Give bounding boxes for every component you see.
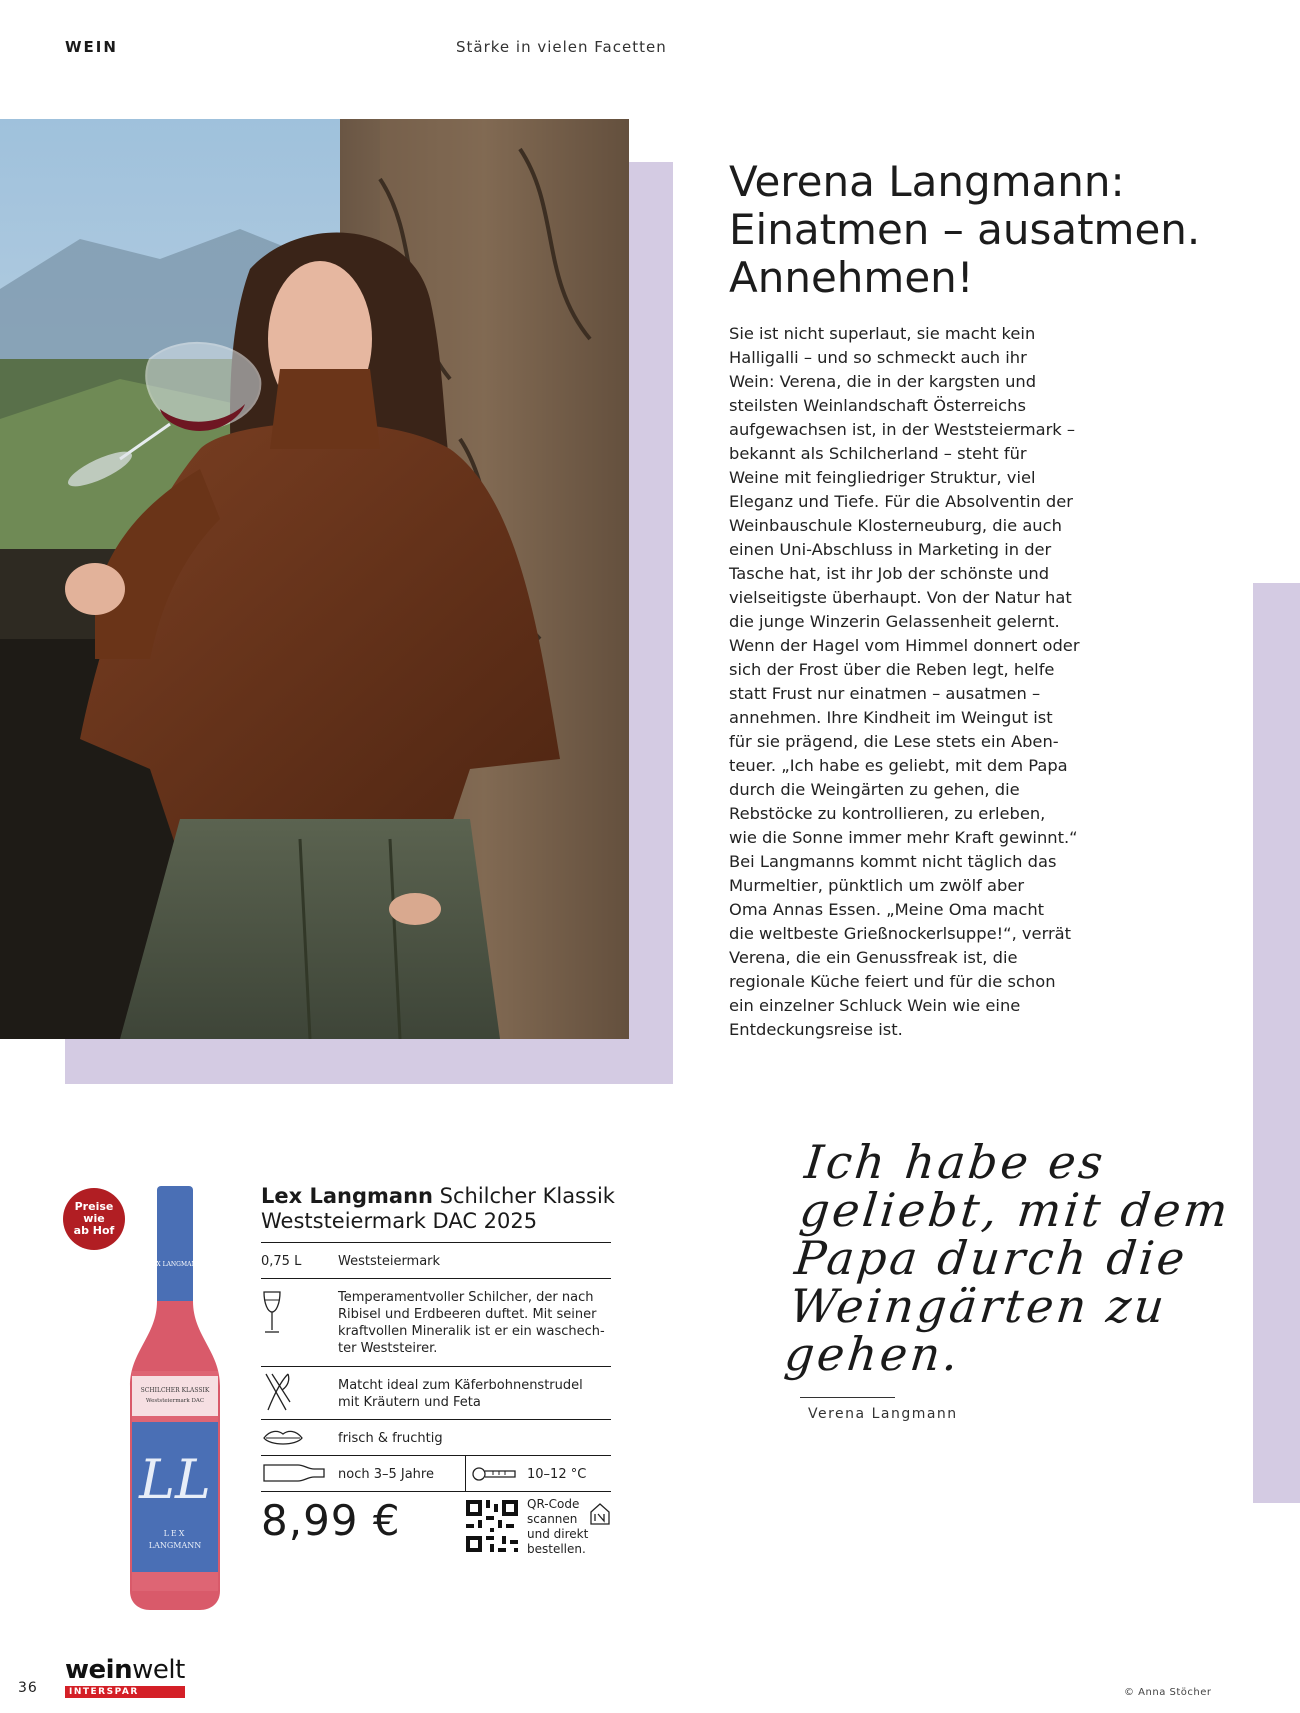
- shop-tag-icon: [589, 1502, 611, 1526]
- headline-line: Einatmen – ausatmen.: [729, 205, 1201, 254]
- bottle-logo: LL: [139, 1448, 211, 1511]
- table-divider: [465, 1455, 466, 1491]
- product-temperature: 10–12 °C: [527, 1467, 587, 1482]
- price-badge: [63, 1188, 125, 1250]
- lips-icon: [262, 1428, 304, 1448]
- qr-line: scannen: [527, 1512, 578, 1526]
- body-line: vielseitigste überhaupt. Von der Natur hat: [729, 588, 1072, 607]
- bottle-label-line: SCHILCHER KLASSIK: [140, 1387, 210, 1394]
- weinwelt-logo: [65, 1656, 185, 1698]
- badge-line: Preise: [74, 1200, 114, 1213]
- interspar-bar: INTERSPAR: [65, 1686, 185, 1698]
- product-producer: Lex Langmann: [261, 1184, 433, 1208]
- product-description: [338, 1289, 613, 1357]
- quote-author: Verena Langmann: [808, 1406, 958, 1422]
- body-line: die weltbeste Grießnockerlsuppe!“, verrät: [729, 924, 1072, 943]
- description-line: kraftvollen Mineralik ist er ein waschech-: [338, 1324, 605, 1339]
- bottle-label-line: LANGMANN: [148, 1541, 202, 1550]
- body-line: durch die Weingärten zu gehen, die: [729, 780, 1020, 799]
- product-name-line2: Weststeiermark DAC 2025: [261, 1209, 538, 1233]
- product-pairing: [338, 1377, 613, 1411]
- body-line: statt Frust nur einatmen – ausatmen –: [729, 684, 1041, 703]
- section-label: WEIN: [65, 38, 118, 56]
- body-line: für sie prägend, die Lese stets ein Aben-: [729, 732, 1059, 751]
- logo-word-rest: welt: [132, 1655, 185, 1685]
- body-line: annehmen. Ihre Kindheit im Weingut ist: [729, 708, 1053, 727]
- table-rule: [261, 1491, 611, 1492]
- body-line: Verena, die ein Genussfreak ist, die: [729, 948, 1018, 967]
- quote-line: Papa durch die: [792, 1231, 1191, 1285]
- page-number: 36: [18, 1680, 38, 1696]
- description-line: Ribisel und Erdbeeren duftet. Mit seiner: [338, 1307, 597, 1322]
- body-line: einen Uni-Abschluss in Marketing in der: [729, 540, 1052, 559]
- badge-line: ab Hof: [73, 1224, 115, 1237]
- portrait-photo: [0, 119, 629, 1039]
- body-line: Bei Langmanns kommt nicht täglich das: [729, 852, 1057, 871]
- article-headline: [729, 158, 1249, 302]
- section-subtitle: Stärke in vielen Facetten: [456, 38, 667, 56]
- body-line: sich der Frost über die Reben legt, helfe: [729, 660, 1055, 679]
- photo-credit: © Anna Stöcher: [1124, 1687, 1212, 1698]
- body-line: Halligalli – und so schmeckt auch ihr: [729, 348, 1027, 367]
- product-taste: frisch & fruchtig: [338, 1431, 443, 1446]
- body-line: Oma Annas Essen. „Meine Oma macht: [729, 900, 1045, 919]
- body-line: Rebstöcke zu kontrollieren, zu erleben,: [729, 804, 1046, 823]
- body-line: Weinbauschule Klosterneuburg, die auch: [729, 516, 1062, 535]
- body-line: Tasche hat, ist ihr Job der schönste und: [729, 564, 1050, 583]
- body-line: Eleganz und Tiefe. Für die Absolventin der: [729, 492, 1073, 511]
- badge-line: wie: [83, 1212, 105, 1225]
- description-line: Temperamentvoller Schilcher, der nach: [338, 1290, 594, 1305]
- qr-instructions: [527, 1497, 597, 1557]
- qr-code[interactable]: [466, 1500, 518, 1552]
- lavender-side-bar: [1253, 583, 1300, 1503]
- table-rule: [261, 1242, 611, 1243]
- table-rule: [261, 1278, 611, 1279]
- product-region: Weststeiermark: [338, 1254, 441, 1269]
- bottle-lying-icon: [262, 1462, 326, 1484]
- body-line: Sie ist nicht superlaut, sie macht kein: [729, 324, 1036, 343]
- table-rule: [261, 1419, 611, 1420]
- quote-line: gehen.: [782, 1327, 964, 1381]
- qr-line: bestellen.: [527, 1542, 586, 1556]
- body-line: Wenn der Hagel vom Himmel donnert oder: [729, 636, 1080, 655]
- description-line: ter Weststeirer.: [338, 1341, 438, 1356]
- logo-word-bold: wein: [65, 1655, 133, 1685]
- article-body: [729, 322, 1089, 1042]
- quote-line: Weingärten zu: [787, 1279, 1170, 1333]
- body-line: ein einzelner Schluck Wein wie eine: [729, 996, 1021, 1015]
- product-price: 8,99 €: [261, 1496, 401, 1545]
- product-title: [261, 1184, 621, 1234]
- quote-line: geliebt, mit dem: [797, 1183, 1234, 1237]
- product-name: Schilcher Klassik: [432, 1184, 615, 1208]
- table-rule: [261, 1455, 611, 1456]
- wine-bottle-image: [120, 1186, 230, 1614]
- product-volume: 0,75 L: [261, 1254, 302, 1269]
- pull-quote: [782, 1135, 1234, 1381]
- body-line: aufgewachsen ist, in der Weststeiermark –: [729, 420, 1076, 439]
- bottle-neck-label: LEX LANGMANN: [148, 1261, 202, 1268]
- body-line: steilsten Weinlandschaft Österreichs: [729, 396, 1026, 415]
- qr-line: und direkt: [527, 1527, 589, 1541]
- pairing-line: Matcht ideal zum Käferbohnenstrudel: [338, 1378, 583, 1393]
- body-line: bekannt als Schilcherland – steht für: [729, 444, 1027, 463]
- product-aging: noch 3–5 Jahre: [338, 1467, 434, 1482]
- body-line: Wein: Verena, die in der kargsten und: [729, 372, 1037, 391]
- body-line: wie die Sonne immer mehr Kraft gewinnt.“: [729, 828, 1078, 847]
- bottle-label-line: Weststeiermark DAC: [145, 1398, 205, 1404]
- wine-glass-icon: [262, 1290, 282, 1336]
- qr-line: QR-Code: [527, 1497, 580, 1511]
- quote-line: Ich habe es: [802, 1135, 1109, 1189]
- body-line: Weine mit feingliedriger Struktur, viel: [729, 468, 1036, 487]
- table-rule: [261, 1366, 611, 1367]
- body-line: teuer. „Ich habe es geliebt, mit dem Papa: [729, 756, 1068, 775]
- bottle-label-line: LEX: [163, 1529, 187, 1538]
- body-line: Entdeckungsreise ist.: [729, 1020, 903, 1039]
- body-line: regionale Küche feiert und für die schon: [729, 972, 1056, 991]
- headline-line: Annehmen!: [729, 253, 974, 302]
- thermometer-icon: [471, 1466, 517, 1482]
- body-line: Murmeltier, pünktlich um zwölf aber: [729, 876, 1025, 895]
- cutlery-icon: [262, 1372, 292, 1414]
- quote-divider: [800, 1397, 895, 1398]
- body-line: die junge Winzerin Gelassenheit gelernt.: [729, 612, 1060, 631]
- headline-line: Verena Langmann:: [729, 157, 1125, 206]
- pairing-line: mit Kräutern und Feta: [338, 1395, 481, 1410]
